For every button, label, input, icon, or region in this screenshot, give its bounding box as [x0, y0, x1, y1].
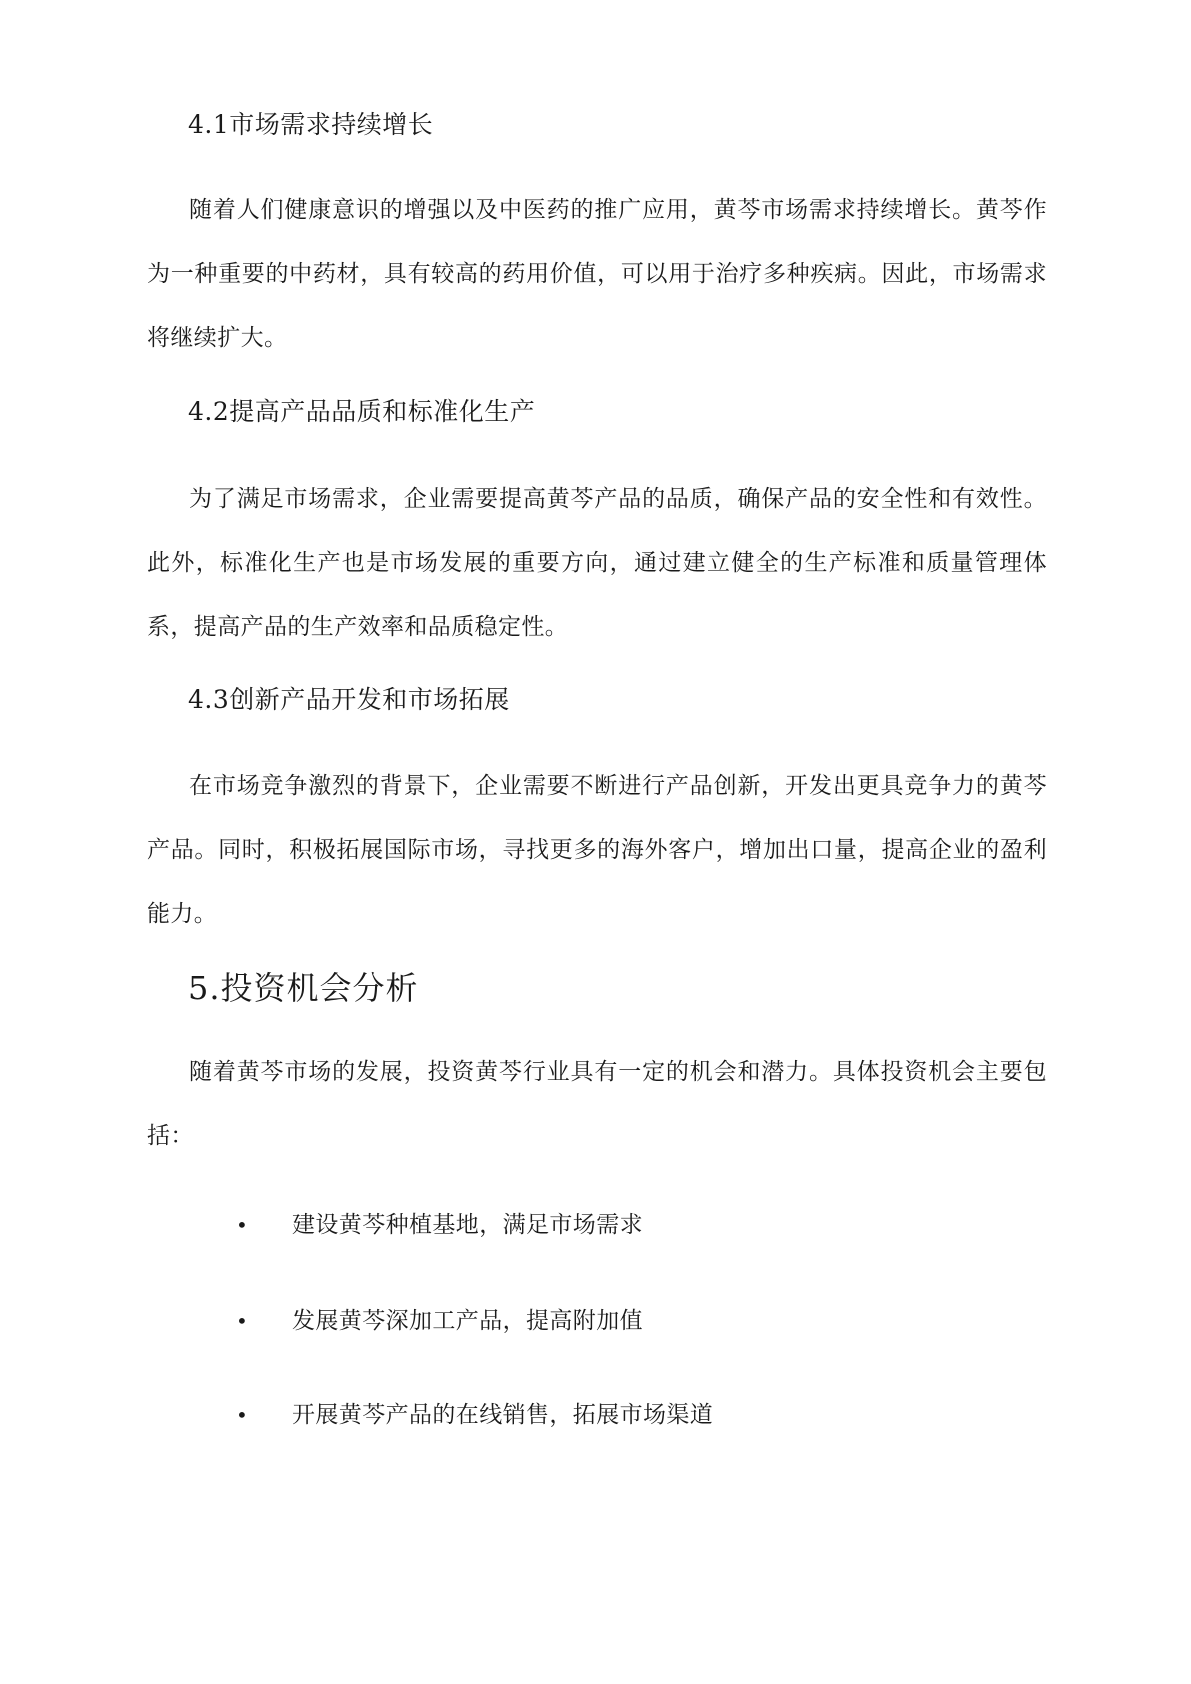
bullet-icon: •: [236, 1403, 248, 1427]
chapter-heading-5: 5.投资机会分析: [188, 969, 419, 1007]
bullet-icon: •: [236, 1309, 248, 1333]
list-item: [236, 1208, 643, 1242]
list-item: [236, 1398, 713, 1432]
section-heading-4-2: 4.2提高产品品质和标准化生产: [188, 397, 536, 426]
section-body-4-1: 随着人们健康意识的增强以及中医药的推广应用，黄芩市场需求持续增长。黄芩作为一种重要的中药材，具有较高的药用价值，可以用于治疗多种疾病。因此，市场需求将继续扩大。: [147, 197, 1047, 351]
section-body-4-2: 为了满足市场需求，企业需要提高黄芩产品的品质，确保产品的安全性和有效性。此外，标准化生产也是市场发展的重要方向，通过建立健全的生产标准和质量管理体系，提高产品的生产效率和品质稳定性。: [147, 486, 1047, 640]
list-item-text: 建设黄芩种植基地，满足市场需求: [292, 1212, 643, 1238]
section-heading-4-1: 4.1市场需求持续增长: [188, 110, 434, 139]
list-item-text: 开展黄芩产品的在线销售，拓展市场渠道: [292, 1402, 714, 1428]
section-heading-4-3: 4.3创新产品开发和市场拓展: [188, 685, 510, 714]
section-body-4-3: 在市场竞争激烈的背景下，企业需要不断进行产品创新，开发出更具竞争力的黄芩产品。同时，积极拓展国际市场，寻找更多的海外客户，增加出口量，提高企业的盈利能力。: [147, 773, 1047, 927]
list-item: [236, 1304, 643, 1338]
bullet-icon: •: [236, 1213, 248, 1237]
chapter-intro-5: 随着黄芩市场的发展，投资黄芩行业具有一定的机会和潜力。具体投资机会主要包括：: [147, 1059, 1047, 1149]
list-item-text: 发展黄芩深加工产品，提高附加值: [292, 1308, 643, 1334]
